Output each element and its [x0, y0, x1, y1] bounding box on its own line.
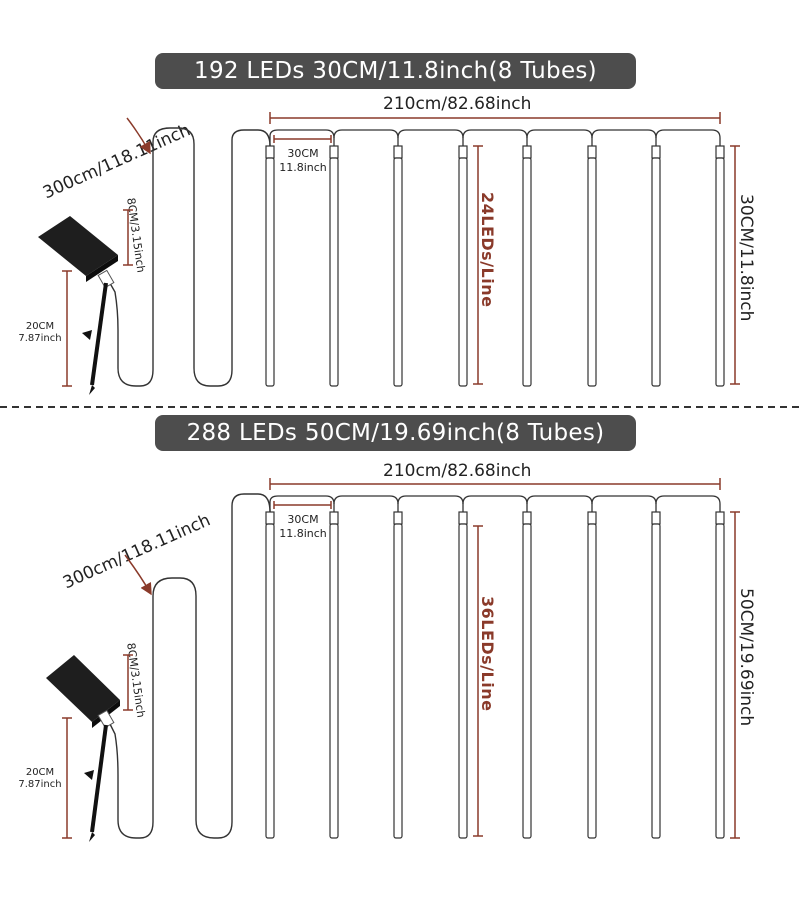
tube: [394, 146, 402, 386]
tube-spacing-inch-top: 11.8inch: [279, 161, 327, 174]
solar-panel-bottom: [46, 655, 120, 842]
tube-spacing-cm-top: 30CM: [287, 147, 319, 160]
tube: [459, 146, 467, 386]
tube: [716, 146, 724, 386]
tube: [652, 146, 660, 386]
diagram-bottom: [46, 478, 740, 842]
title-top: 192 LEDs 30CM/11.8inch(8 Tubes): [155, 53, 636, 89]
tube: [588, 512, 596, 838]
power-cable-top: [107, 128, 270, 386]
tube-bus-top: [270, 130, 720, 146]
connector-length-label-top: 8CM/3.15inch: [124, 197, 148, 274]
leds-per-line-label-top: 24LEDs/Line: [478, 192, 497, 308]
cable-length-label-bottom: 300cm/118.11inch: [60, 510, 214, 594]
tube: [523, 512, 531, 838]
tubes-top: [266, 146, 724, 386]
connector-length-label-bottom: 8CM/3.15inch: [124, 642, 148, 719]
tubes-bottom: [266, 512, 724, 838]
cable-length-label-top: 300cm/118.11inch: [40, 120, 194, 204]
leds-per-line-label-bottom: 36LEDs/Line: [478, 596, 497, 712]
stake-height-cm-top: 20CM: [25, 321, 55, 332]
tube-length-label-bottom: 50CM/19.69inch: [736, 588, 756, 727]
power-cable-bottom: [107, 494, 270, 838]
diagram-top: [38, 112, 740, 395]
tube: [330, 146, 338, 386]
tube-length-label-top: 30CM/11.8inch: [736, 194, 756, 322]
tube-bus-bottom: [270, 496, 720, 512]
solar-panel-top: [38, 216, 118, 395]
tube: [266, 512, 274, 838]
tube-spacing-cm-bottom: 30CM: [287, 513, 319, 526]
title-bottom: 288 LEDs 50CM/19.69inch(8 Tubes): [155, 415, 636, 451]
tube: [459, 512, 467, 838]
tube: [588, 146, 596, 386]
stake-height-inch-bottom: 7.87inch: [18, 779, 62, 790]
tube: [652, 512, 660, 838]
tube: [330, 512, 338, 838]
total-width-label-top: 210cm/82.68inch: [383, 94, 532, 114]
stake-height-cm-bottom: 20CM: [25, 767, 55, 778]
tube: [266, 146, 274, 386]
tube: [716, 512, 724, 838]
tube-spacing-inch-bottom: 11.8inch: [279, 527, 327, 540]
tube: [523, 146, 531, 386]
total-width-label-bottom: 210cm/82.68inch: [383, 461, 532, 481]
stake-height-inch-top: 7.87inch: [18, 333, 62, 344]
tube: [394, 512, 402, 838]
